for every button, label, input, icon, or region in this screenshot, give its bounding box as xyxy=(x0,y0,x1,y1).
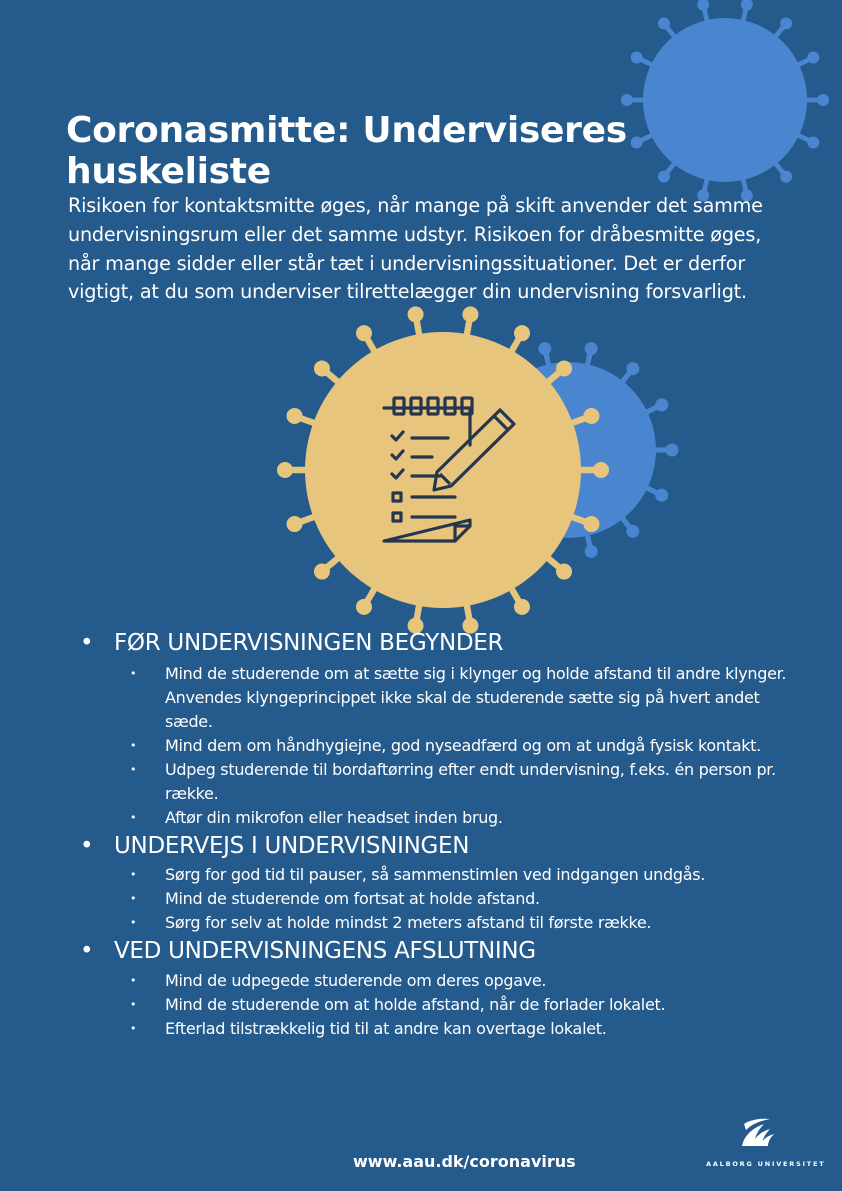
page-title: Coronasmitte: Underviseres huskeliste xyxy=(66,110,627,192)
item-text: Sørg for god tid til pauser, så sammenstimlen ved indgangen undgås. xyxy=(165,865,706,884)
virus-knob xyxy=(626,362,639,375)
section-items xyxy=(130,662,810,830)
intro-paragraph: Risikoen for kontaktsmitte øges, når mange på skift anvender det samme undervisningsrum eller det samme udstyr. Risikoen for dråbesmitte øges, når mange sidder eller står tæt i undervisningssituationer. Det er derfor vigtigt, at du som underviser tilrettelægger din undervisning forsvarligt. xyxy=(68,194,763,304)
virus-knob xyxy=(314,360,330,376)
item-bullet: • xyxy=(130,868,137,881)
virus-knob xyxy=(807,51,819,63)
virus-knob xyxy=(626,525,639,538)
virus-knob xyxy=(817,94,829,106)
virus-knob xyxy=(697,0,709,10)
virus-knob xyxy=(287,516,303,532)
item-bullet: • xyxy=(130,998,137,1011)
virus-knob xyxy=(631,51,643,63)
virus-knob xyxy=(538,342,551,355)
item-text: Mind de studerende om fortsat at holde afstand. xyxy=(165,889,540,908)
item-bullet: • xyxy=(130,739,137,752)
item-text: Sørg for selv at holde mindst 2 meters afstand til første række. xyxy=(165,913,652,932)
item-bullet: • xyxy=(130,1022,137,1035)
virus-knob xyxy=(462,306,478,322)
virus-knob xyxy=(556,564,572,580)
virus-body xyxy=(305,332,581,608)
virus-knob xyxy=(314,564,330,580)
list-item xyxy=(130,806,810,830)
item-bullet: • xyxy=(130,667,137,680)
item-text: Mind de udpegede studerende om deres opgave. xyxy=(165,971,547,990)
virus-knob xyxy=(514,325,530,341)
list-item xyxy=(130,758,810,806)
virus-knob xyxy=(741,0,753,10)
item-text: Mind de studerende om at sætte sig i klynger og holde afstand til andre klynger. Anvendes klyngeprincippet ikke skal de studerende sætte sig på hvert andet sæde. xyxy=(165,664,787,731)
section-bullet: • xyxy=(80,833,94,859)
virus-knob xyxy=(621,94,633,106)
item-bullet: • xyxy=(130,811,137,824)
list-item xyxy=(130,1017,810,1041)
footer-url-link[interactable]: www.aau.dk/coronavirus xyxy=(353,1152,576,1171)
item-bullet: • xyxy=(130,974,137,987)
list-item xyxy=(130,734,810,758)
list-item xyxy=(130,863,810,887)
section-bullet: • xyxy=(80,938,94,964)
logo-wordmark: AALBORG UNIVERSITET xyxy=(706,1160,826,1168)
list-item xyxy=(130,911,810,935)
section-bullet: • xyxy=(80,630,94,656)
item-text: Mind de studerende om at holde afstand, når de forlader lokalet. xyxy=(165,995,666,1014)
virus-knob xyxy=(356,325,372,341)
virus-knob xyxy=(408,306,424,322)
virus-knob xyxy=(585,545,598,558)
virus-knob xyxy=(593,462,609,478)
item-text: Mind dem om håndhygiejne, god nyseadfærd og om at undgå fysisk kontakt. xyxy=(165,736,761,755)
virus-knob xyxy=(556,360,572,376)
virus-icon xyxy=(277,306,609,633)
virus-knob xyxy=(658,17,670,29)
virus-knob xyxy=(655,398,668,411)
virus-knob xyxy=(780,17,792,29)
item-text: Udpeg studerende til bordaftørring efter endt undervisning, f.eks. én person pr. række. xyxy=(165,760,776,803)
aau-logo-icon xyxy=(700,1110,820,1160)
section-heading-text: FØR UNDERVISNINGEN BEGYNDER xyxy=(114,630,504,656)
virus-knob xyxy=(356,599,372,615)
item-bullet: • xyxy=(130,763,137,776)
section-heading-text: VED UNDERVISNINGENS AFSLUTNING xyxy=(114,938,536,964)
section-heading xyxy=(80,938,536,964)
virus-knob xyxy=(585,342,598,355)
list-item xyxy=(130,969,810,993)
list-item xyxy=(130,662,810,734)
virus-knob xyxy=(583,516,599,532)
section-heading xyxy=(80,630,503,656)
virus-knob xyxy=(655,489,668,502)
list-item xyxy=(130,887,810,911)
list-item xyxy=(130,993,810,1017)
virus-knob xyxy=(514,599,530,615)
virus-knob xyxy=(583,408,599,424)
virus-knob xyxy=(287,408,303,424)
item-text: Aftør din mikrofon eller headset inden brug. xyxy=(165,808,503,827)
virus-knob xyxy=(666,444,679,457)
item-bullet: • xyxy=(130,892,137,905)
section-heading-text: UNDERVEJS I UNDERVISNINGEN xyxy=(114,833,470,859)
section-heading xyxy=(80,833,469,859)
section-items xyxy=(130,969,810,1041)
item-bullet: • xyxy=(130,916,137,929)
item-text: Efterlad tilstrækkelig tid til at andre kan overtage lokalet. xyxy=(165,1019,607,1038)
virus-knob xyxy=(277,462,293,478)
section-items xyxy=(130,863,810,935)
